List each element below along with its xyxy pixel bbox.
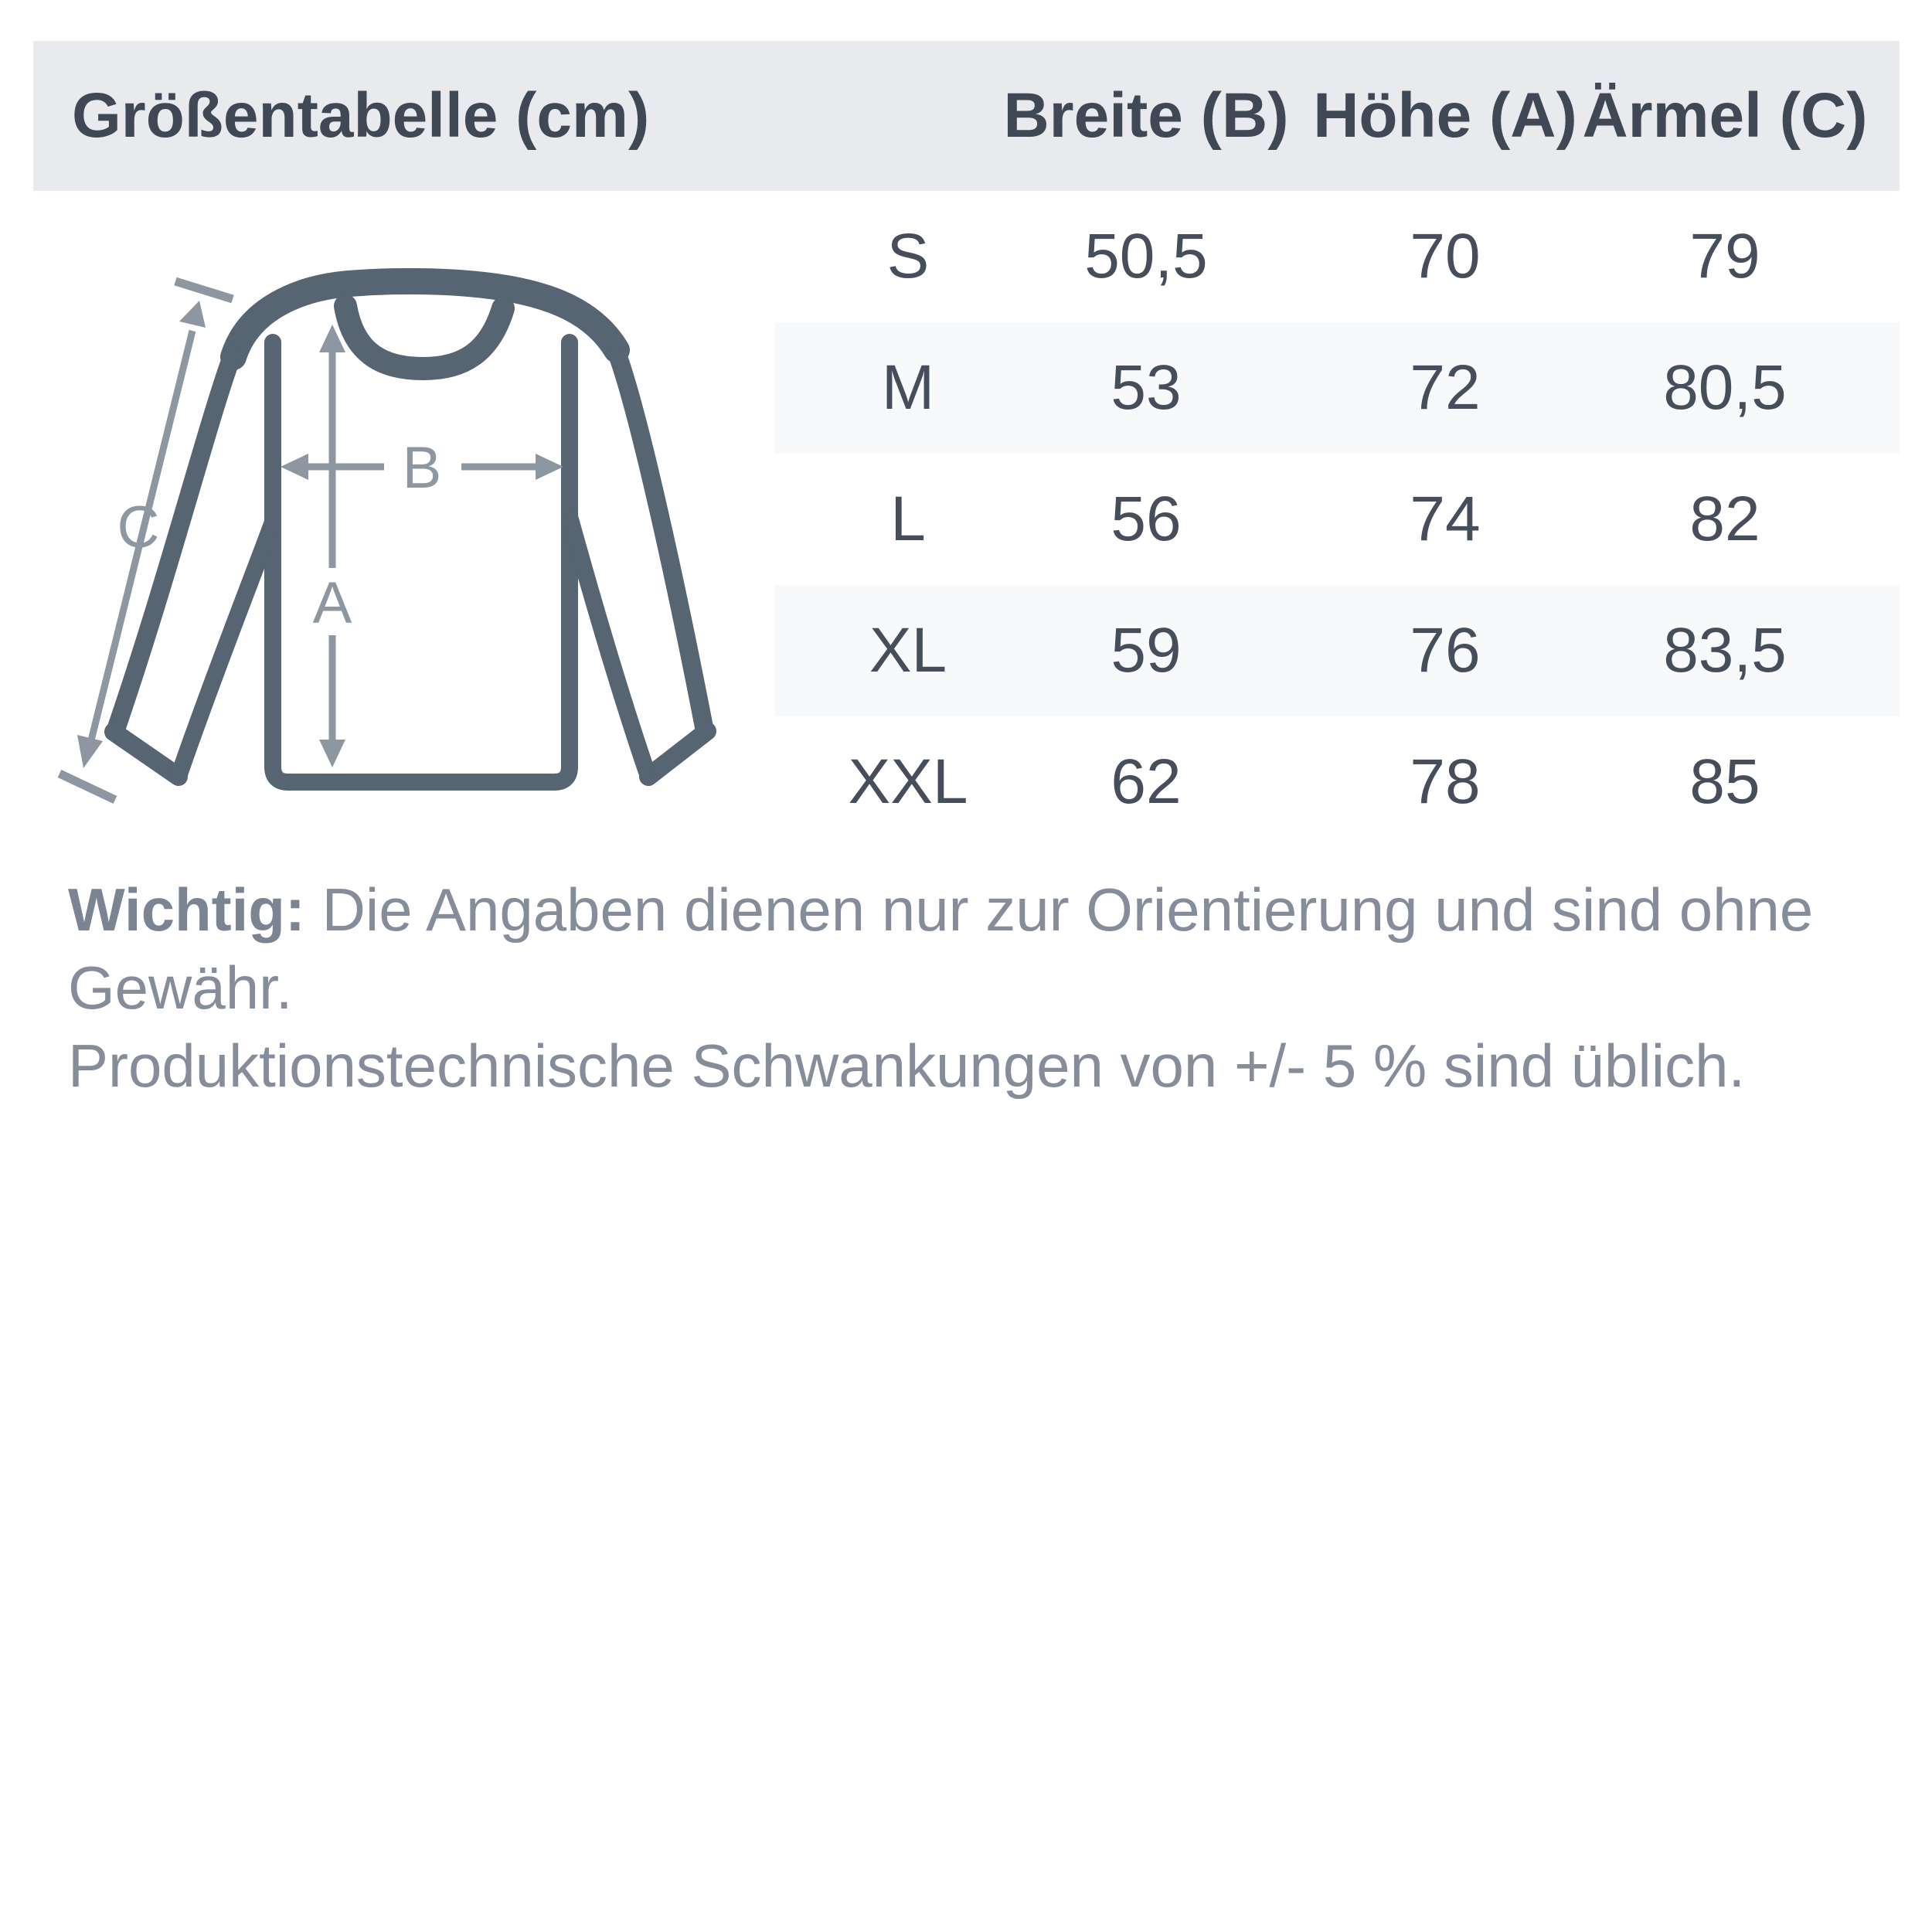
breite-value: 53 <box>1111 352 1182 423</box>
hoehe-value: 74 <box>1410 484 1481 554</box>
height-arrow-a <box>313 325 352 767</box>
hoehe-value: 70 <box>1410 221 1481 291</box>
disclaimer-line-1 <box>68 871 1869 1027</box>
breite-value: 56 <box>1111 484 1182 554</box>
size-label: XL <box>869 615 947 685</box>
size-label: XXL <box>848 747 968 817</box>
hoehe-value: 76 <box>1410 615 1481 685</box>
column-header-aermel: Ärmel (C) <box>1582 80 1868 151</box>
column-header-breite: Breite (B) <box>1003 80 1289 151</box>
table-row-m <box>774 322 1900 454</box>
size-label: L <box>890 484 926 554</box>
size-label: S <box>886 221 930 291</box>
size-table <box>774 191 1900 848</box>
sweater-outline-icon <box>114 281 707 782</box>
hoehe-value: 72 <box>1410 352 1481 423</box>
table-row-s <box>774 191 1900 322</box>
breite-value: 50,5 <box>1084 221 1208 291</box>
aermel-value: 82 <box>1689 484 1760 554</box>
column-header-hoehe: Höhe (A) <box>1313 80 1577 151</box>
aermel-value: 83,5 <box>1663 615 1787 685</box>
table-row-l <box>774 454 1900 585</box>
page-title: Größentabelle (cm) <box>72 80 650 151</box>
label-b: B <box>402 435 442 501</box>
disclaimer-bold-label: Wichtig: <box>68 876 305 944</box>
disclaimer-line1-text: Die Angaben dienen nur zur Orientierung und sind ohne Gewähr. <box>68 876 1814 1022</box>
disclaimer-note <box>68 871 1869 1105</box>
aermel-value: 85 <box>1689 747 1760 817</box>
size-chart-header <box>33 41 1900 191</box>
disclaimer-line-2: Produktionstechnische Schwankungen von +/- 5 % sind üblich. <box>68 1032 1746 1100</box>
breite-value: 62 <box>1111 747 1182 817</box>
width-arrow-b <box>281 435 563 501</box>
breite-value: 59 <box>1111 615 1182 685</box>
label-c: C <box>117 495 160 560</box>
hoehe-value: 78 <box>1410 747 1481 817</box>
garment-measurement-diagram <box>31 255 742 827</box>
aermel-value: 79 <box>1689 221 1760 291</box>
label-a: A <box>312 570 352 636</box>
table-row-xl <box>774 585 1900 716</box>
size-label: M <box>881 352 935 423</box>
aermel-value: 80,5 <box>1663 352 1787 423</box>
table-row-xxl <box>774 716 1900 848</box>
